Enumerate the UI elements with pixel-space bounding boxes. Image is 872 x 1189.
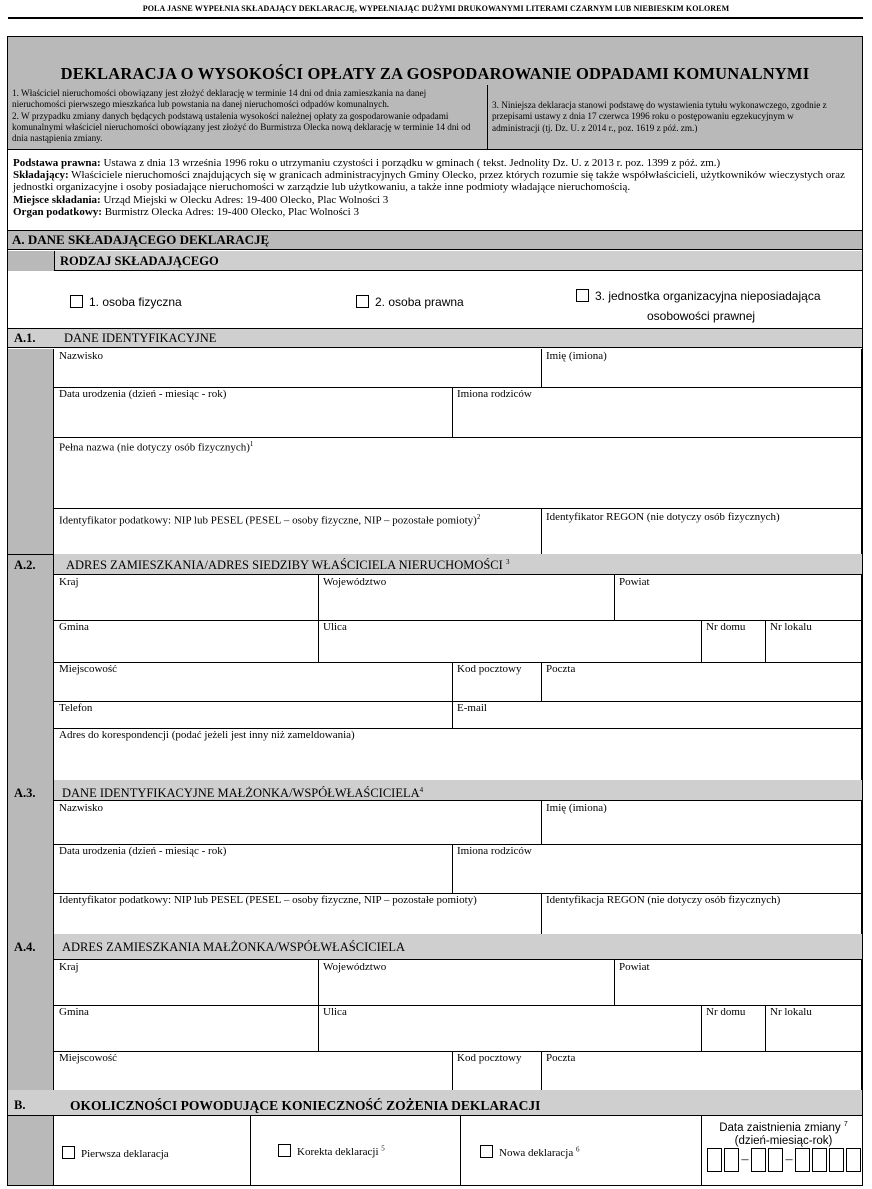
a4-num: A.4. (14, 940, 36, 954)
a3-nazwisko-field[interactable] (54, 801, 542, 845)
a1-data-label: Data urodzenia (dzień - miesiąc - rok) (59, 388, 227, 400)
a4-miejscowosc-label: Miejscowość (59, 1052, 118, 1064)
a2-powiat-label: Powiat (619, 576, 650, 588)
rodzaj-title: RODZAJ SKŁADAJĄCEGO (60, 254, 219, 268)
a4-kod-label: Kod pocztowy (457, 1052, 522, 1064)
a2-ulica-field[interactable] (318, 620, 702, 663)
a1-nip-field[interactable] (54, 508, 542, 555)
a3-rodzice-label: Imiona rodziców (457, 845, 532, 857)
option-osoba-fizyczna-label: 1. osoba fizyczna (89, 295, 182, 309)
date-year-2[interactable] (812, 1148, 827, 1172)
b-side (8, 1116, 54, 1185)
b-num: B. (14, 1098, 26, 1112)
a4-kraj-field[interactable] (54, 960, 319, 1006)
option-korekta[interactable] (278, 1144, 385, 1158)
a2-gmina-field[interactable] (54, 620, 319, 663)
a4-kod-field[interactable] (452, 1051, 542, 1091)
a4-kraj-label: Kraj (59, 961, 79, 973)
option-nowa-label: Nowa deklaracja $^6$ (499, 1145, 580, 1159)
checkbox-jednostka[interactable] (576, 289, 589, 302)
option-jednostka[interactable] (576, 289, 821, 303)
a4-poczta-label: Poczta (546, 1052, 576, 1064)
option-korekta-label: Korekta deklaracji $^5$ (297, 1144, 385, 1158)
a4-gmina-field[interactable] (54, 1005, 319, 1052)
a1-nazwisko-field[interactable] (54, 349, 542, 388)
checkbox-nowa[interactable] (480, 1145, 493, 1158)
a3-imie-label: Imię (imiona) (546, 802, 607, 814)
a2-powiat-field[interactable] (614, 575, 862, 621)
a1-side (8, 349, 54, 554)
date-day-2[interactable] (724, 1148, 739, 1172)
a1-nazwisko-label: Nazwisko (59, 350, 103, 362)
miejsce-text: Urząd Miejski w Olecku Adres: 19-400 Olecko, Plac Wolności 3 (100, 193, 389, 206)
a4-miejscowosc-field[interactable] (54, 1051, 453, 1091)
a1-regon-field[interactable] (541, 508, 862, 555)
a1-regon-label: Identyfikator REGON (nie dotyczy osób fizycznych) (546, 511, 780, 523)
a4-gmina-label: Gmina (59, 1006, 89, 1018)
a2-email-field[interactable] (452, 701, 862, 729)
date-day-1[interactable] (707, 1148, 722, 1172)
checkbox-osoba-prawna[interactable] (356, 295, 369, 308)
a3-regon-field[interactable] (541, 893, 862, 935)
top-note: POLA JASNE WYPEŁNIA SKŁADAJĄCY DEKLARACJĘ, WYPEŁNIAJĄC DUŻYMI DRUKOWANYMI LITERAMI CZARNYM LUB NIEBIESKIM KOLOREM (142, 4, 730, 13)
a2-nr-domu-label: Nr domu (706, 621, 746, 633)
note-divider (487, 85, 488, 150)
legal-block (13, 157, 858, 218)
a3-nip-field[interactable] (54, 893, 542, 935)
a4-ulica-label: Ulica (323, 1006, 347, 1018)
option-osoba-fizyczna[interactable] (70, 295, 182, 309)
a2-adres-kor-field[interactable] (54, 728, 862, 781)
a2-poczta-field[interactable] (541, 662, 862, 702)
organ-label: Organ podatkowy: (13, 205, 102, 218)
checkbox-pierwsza[interactable] (62, 1146, 75, 1159)
option-jednostka-line2: osobowości prawnej (647, 309, 756, 323)
option-osoba-prawna-label: 2. osoba prawna (375, 295, 464, 309)
a2-miejscowosc-label: Miejscowość (59, 663, 118, 675)
note-left-1: 1. Właściciel nieruchomości obowiązany jest złożyć deklarację w terminie 14 dni od dnia zamieszkania na danej nieruchomości pierwszego mieszkańca lub powstania na danej nieruchomości odpadów komunalnych. (12, 88, 427, 110)
a2-num: A.2. (14, 558, 36, 572)
a4-nr-domu-field[interactable] (701, 1005, 766, 1052)
data-zmiany-format: (dzień-miesiąc-rok) (734, 1134, 833, 1147)
note-left (12, 88, 478, 144)
skladajacy-text: Właściciele nieruchomości znajdujących się w granicach administracyjnych Gminy Olecko, przez których rozumie się także współwłaścicieli, użytkowników wieczystych oraz jednostki organizacyjne i osoby posiadające nieruchomości w zarządzie lub użytkowaniu, a także inne podmioty władające nieruchomością. (13, 169, 845, 194)
a1-title: DANE IDENTYFIKACYJNE (64, 331, 217, 345)
a3-nazwisko-label: Nazwisko (59, 802, 103, 814)
option-pierwsza-label: Pierwsza deklaracja (81, 1148, 169, 1160)
a2-woj-label: Województwo (323, 576, 387, 588)
a2-telefon-label: Telefon (59, 702, 93, 714)
a3-data-field[interactable] (54, 844, 453, 894)
a1-imie-field[interactable] (541, 349, 862, 388)
skladajacy-label: Składający: (13, 169, 69, 182)
a4-side (8, 934, 54, 1090)
a1-num: A.1. (14, 331, 36, 345)
date-dash-1: – (741, 1152, 749, 1167)
a2-nr-domu-field[interactable] (701, 620, 766, 663)
a3-data-label: Data urodzenia (dzień - miesiąc - rok) (59, 845, 227, 857)
podstawa-text: Ustawa z dnia 13 września 1996 roku o utrzymaniu czystości i porządku w gminach ( tekst. Jednolity Dz. U. z 2013 r. poz. 1399 z póź. zm.) (100, 157, 721, 169)
a2-kod-label: Kod pocztowy (457, 663, 522, 675)
rodzaj-left (8, 251, 54, 271)
a2-side (8, 554, 54, 780)
checkbox-osoba-fizyczna[interactable] (70, 295, 83, 308)
a1-pelna-nazwa-label: Pełna nazwa (nie dotyczy osób fizycznych)$^1$ (59, 440, 254, 454)
a4-powiat-label: Powiat (619, 961, 650, 973)
section-a-title: A. DANE SKŁADAJĄCEGO DEKLARACJĘ (12, 232, 270, 247)
form-title: DEKLARACJA O WYSOKOŚCI OPŁATY ZA GOSPODAROWANIE ODPADAMI KOMUNALNYMI (60, 64, 810, 83)
a4-poczta-field[interactable] (541, 1051, 862, 1091)
data-zmiany-boxes[interactable] (707, 1148, 863, 1172)
a1-rodzice-field[interactable] (452, 387, 862, 438)
a4-powiat-field[interactable] (614, 960, 862, 1006)
date-month-2[interactable] (768, 1148, 783, 1172)
a2-adres-kor-label: Adres do korespondencji (podać jeżeli jest inny niż zameldowania) (59, 729, 355, 741)
date-year-4[interactable] (846, 1148, 861, 1172)
option-osoba-prawna[interactable] (356, 295, 464, 309)
a2-poczta-label: Poczta (546, 663, 576, 675)
a2-kod-field[interactable] (452, 662, 542, 702)
a3-imie-field[interactable] (541, 801, 862, 845)
a3-side (8, 780, 54, 935)
miejsce-label: Miejsce składania: (13, 193, 101, 206)
b-title: OKOLICZNOŚCI POWODUJĄCE KONIECZNOŚĆ ZOŻENIA DEKLARACJI (70, 1098, 541, 1113)
a2-nr-lokalu-field[interactable] (765, 620, 862, 663)
option-nowa[interactable] (480, 1145, 579, 1159)
a4-woj-field[interactable] (318, 960, 615, 1006)
a1-imie-label: Imię (imiona) (546, 350, 607, 362)
date-year-3[interactable] (829, 1148, 844, 1172)
date-year-1[interactable] (795, 1148, 810, 1172)
date-month-1[interactable] (751, 1148, 766, 1172)
a3-regon-label: Identyfikacja REGON (nie dotyczy osób fizycznych) (546, 894, 781, 906)
option-jednostka-label: 3. jednostka organizacyjna nieposiadająca (595, 289, 821, 303)
a4-title: ADRES ZAMIESZKANIA MAŁŻONKA/WSPÓŁWŁAŚCICIELA (62, 940, 406, 954)
a1-pelna-nazwa-field[interactable] (54, 437, 862, 509)
a4-nr-domu-label: Nr domu (706, 1006, 746, 1018)
a2-kraj-label: Kraj (59, 576, 79, 588)
a2-nr-lokalu-label: Nr lokalu (770, 621, 812, 633)
a2-email-label: E-mail (457, 702, 487, 714)
data-zmiany-label: Data zaistnienia zmiany $^7$ (dzień-miesiąc-rok) (705, 1118, 862, 1148)
checkbox-korekta[interactable] (278, 1144, 291, 1157)
a2-gmina-label: Gmina (59, 621, 89, 633)
a2-kraj-field[interactable] (54, 575, 319, 621)
a1-rodzice-label: Imiona rodziców (457, 388, 532, 400)
a2-miejscowosc-field[interactable] (54, 662, 453, 702)
top-rule (8, 17, 863, 19)
a1-data-field[interactable] (54, 387, 453, 438)
a2-ulica-label: Ulica (323, 621, 347, 633)
a3-nip-label: Identyfikator podatkowy: NIP lub PESEL (PESEL – osoby fizyczne, NIP – pozostałe pomioty) (59, 894, 477, 906)
a4-ulica-field[interactable] (318, 1005, 702, 1052)
note-right: 3. Niniejsza deklaracja stanowi podstawę do wystawienia tytułu wykonawczego, zgodnie z przepisami ustawy z dnia 17 czerwca 1996 roku o postępowaniu egzekucyjnym w administracji (tj. Dz. U. z 2014 r., poz. 1619 z póź. zm.) (492, 100, 827, 133)
a2-telefon-field[interactable] (54, 701, 453, 729)
podstawa-label: Podstawa prawna: (13, 157, 101, 169)
organ-text: Burmistrz Olecka Adres: 19-400 Olecko, Plac Wolności 3 (101, 205, 359, 218)
a3-rodzice-field[interactable] (452, 844, 862, 894)
a3-num: A.3. (14, 786, 36, 800)
date-dash-2: – (785, 1152, 793, 1167)
a4-nr-lokalu-label: Nr lokalu (770, 1006, 812, 1018)
a2-title: ADRES ZAMIESZKANIA/ADRES SIEDZIBY WŁAŚCICIELA NIERUCHOMOŚCI $^3$ (66, 558, 510, 573)
a4-woj-label: Województwo (323, 961, 387, 973)
a2-woj-field[interactable] (318, 575, 615, 621)
option-pierwsza[interactable] (62, 1146, 169, 1160)
a1-nip-label: Identyfikator podatkowy: NIP lub PESEL (PESEL – osoby fizyczne, NIP – pozostałe pomioty)$^2$ (59, 513, 481, 527)
a3-title: DANE IDENTYFIKACYJNE MAŁŻONKA/WSPÓŁWŁAŚCICIELA$^4$ (62, 786, 424, 801)
a4-nr-lokalu-field[interactable] (765, 1005, 862, 1052)
note-left-2: 2. W przypadku zmiany danych będących podstawą ustalenia wysokości należnej opłaty za gospodarowanie odpadami komunalnymi właściciel nieruchomości obowiązany jest złożyć do Burmistrza Olecka nową deklarację w terminie 14 dni od dnia nastąpienia zmiany. (12, 110, 471, 144)
